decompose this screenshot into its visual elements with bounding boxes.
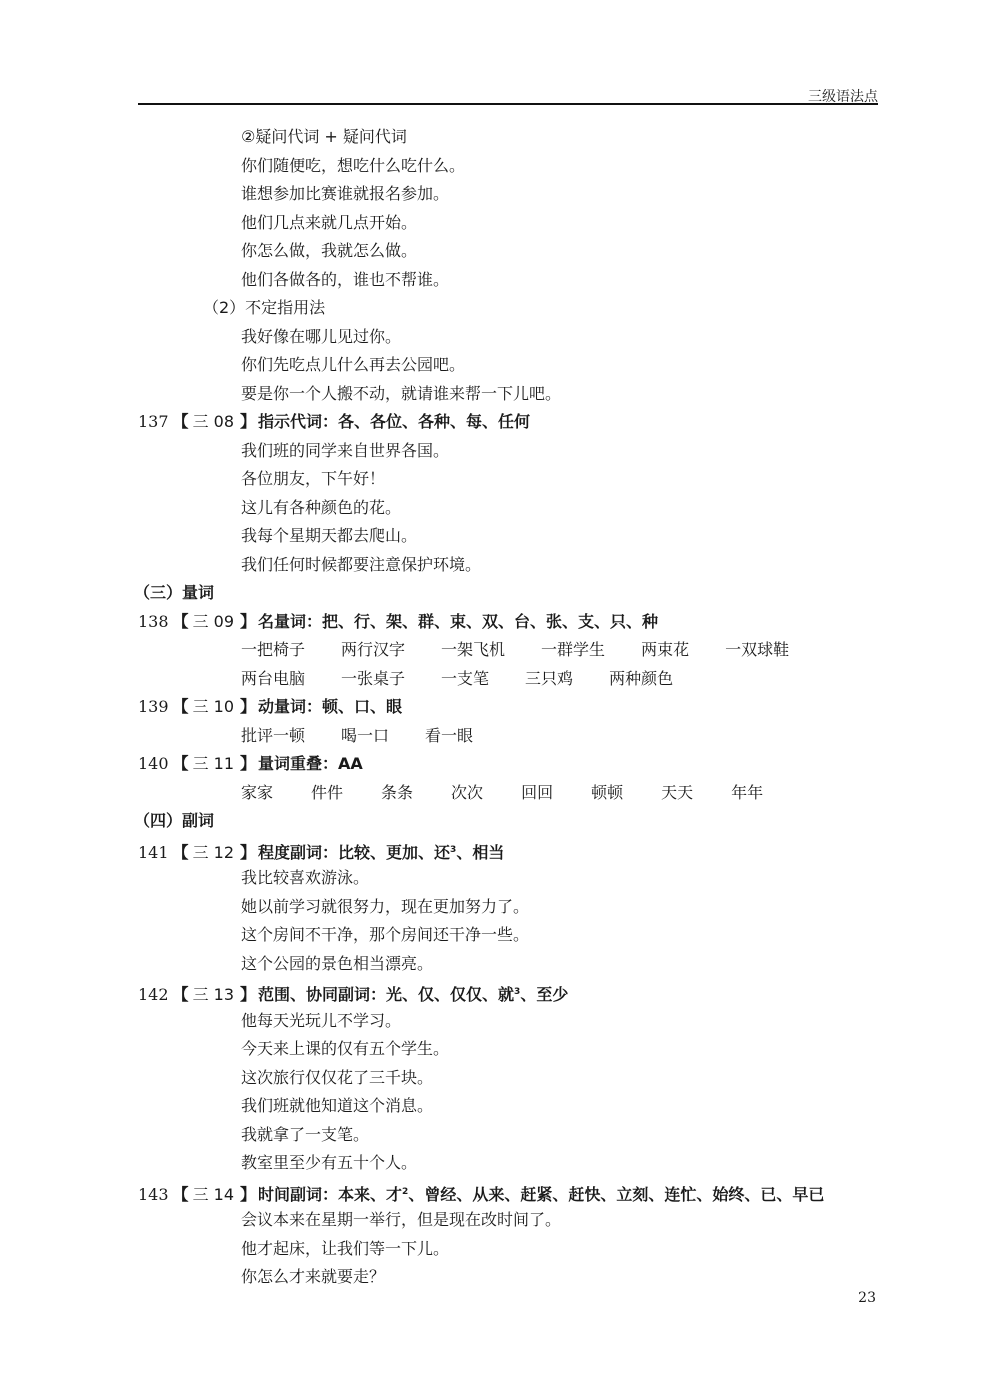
grammar-point-heading: [138, 693, 402, 722]
superscript-index: 2: [402, 1186, 409, 1197]
item-title: 动量词：顿、口、眼: [258, 697, 403, 716]
example-sentence: 他们各做各的，谁也不帮谁。: [241, 269, 450, 289]
word-example: 一双球鞋: [725, 640, 790, 659]
title-text: 、至少: [520, 985, 569, 1004]
left-bracket: 【: [172, 842, 189, 862]
word-example: 回回: [521, 782, 554, 802]
word-example: 看一眼: [425, 725, 474, 745]
word-example: 喝一口: [341, 725, 390, 745]
grammar-point-heading: [138, 836, 504, 865]
item-number: 143: [138, 1184, 169, 1204]
left-bracket: 【: [172, 754, 189, 773]
example-sentence: 我好像在哪儿见过你。: [241, 326, 402, 346]
left-bracket: 【: [172, 697, 189, 716]
left-bracket: 【: [172, 985, 189, 1004]
item-code: 三 14: [192, 1184, 235, 1204]
word-example: 一群学生: [541, 640, 606, 659]
word-example: 年年: [731, 782, 764, 802]
example-sentence: 我们班就他知道这个消息。: [241, 1096, 434, 1115]
item-number: 140: [138, 754, 169, 773]
superscript-index: 3: [514, 987, 521, 997]
word-example: 天天: [661, 782, 694, 802]
item-title: [258, 1185, 824, 1204]
word-example: 三只鸡: [525, 668, 574, 688]
word-example: 一支笔: [441, 668, 490, 688]
left-bracket: 【: [172, 412, 189, 431]
item-number: 138: [138, 611, 169, 631]
item-title: [258, 843, 504, 862]
header-title: 三级语法点: [808, 89, 878, 105]
word-examples: [241, 722, 473, 751]
item-code: 三 11: [192, 754, 235, 773]
page-number: 23: [858, 1290, 876, 1306]
example-sentence: 我比较喜欢游泳。: [241, 868, 370, 887]
left-bracket: 【: [172, 1184, 189, 1204]
item-code: 三 10: [192, 697, 235, 716]
right-bracket: 】: [240, 412, 257, 431]
example-sentence: 各位朋友，下午好！: [241, 469, 386, 488]
title-text: 时间副词：本来、才: [258, 1184, 403, 1204]
word-example: 一架飞机: [441, 640, 506, 659]
word-example: 家家: [241, 782, 274, 802]
word-example: 批评一顿: [241, 725, 306, 745]
item-code: 三 09: [192, 611, 235, 631]
item-title: 指示代词：各、各位、各种、每、任何: [258, 412, 531, 431]
title-text: 、相当: [456, 842, 505, 862]
example-sentence: 你怎么才来就要走？: [241, 1267, 386, 1286]
word-example: 一把椅子: [241, 640, 306, 659]
title-text: 范围、协同副词：光、仅、仅仅、就: [258, 985, 515, 1004]
word-examples: [241, 636, 789, 665]
example-sentence: ②疑问代词 + 疑问代词: [241, 127, 407, 146]
title-text: 、曾经、从来、赶紧、赶快、立刻、连忙、始终、已、早已: [408, 1184, 825, 1204]
example-sentence: 他才起床，让我们等一下儿。: [241, 1238, 450, 1258]
example-sentence: 会议本来在星期一举行，但是现在改时间了。: [241, 1210, 562, 1229]
word-examples: [241, 779, 763, 808]
superscript-index: 3: [450, 844, 457, 855]
title-text: 程度副词：比较、更加、还: [258, 842, 451, 862]
item-title: 量词重叠：AA: [258, 754, 363, 773]
example-sentence: 你们先吃点儿什么再去公园吧。: [241, 355, 466, 374]
example-sentence: 这次旅行仅仅花了三千块。: [241, 1067, 434, 1087]
word-example: 一张桌子: [341, 668, 406, 688]
item-title: [258, 985, 568, 1004]
word-example: 两台电脑: [241, 668, 306, 688]
example-sentence: 我每个星期天都去爬山。: [241, 526, 418, 545]
right-bracket: 】: [240, 697, 257, 716]
section-heading: （四）副词: [134, 811, 215, 830]
word-example: 次次: [451, 782, 484, 802]
word-examples: [241, 665, 673, 694]
example-sentence: 他们几点来就几点开始。: [241, 212, 418, 232]
example-sentence: 我就拿了一支笔。: [241, 1124, 370, 1144]
example-sentence: 教室里至少有五十个人。: [241, 1153, 418, 1172]
right-bracket: 】: [240, 754, 257, 773]
example-sentence: 他每天光玩儿不学习。: [241, 1010, 402, 1030]
item-title: 名量词：把、行、架、群、束、双、台、张、支、只、种: [258, 611, 659, 631]
example-sentence: 我们班的同学来自世界各国。: [241, 440, 450, 460]
word-example: 两种颜色: [609, 668, 674, 688]
word-example: 两行汉字: [341, 640, 406, 659]
example-sentence: 她以前学习就很努力，现在更加努力了。: [241, 896, 530, 916]
left-bracket: 【: [172, 611, 189, 631]
word-example: 两束花: [641, 640, 690, 659]
item-number: 137: [138, 412, 169, 431]
grammar-point-heading: [138, 978, 568, 1007]
example-sentence: 这儿有各种颜色的花。: [241, 497, 402, 517]
example-sentence: 我们任何时候都要注意保护环境。: [241, 554, 482, 574]
right-bracket: 】: [240, 1184, 257, 1204]
word-example: 件件: [311, 782, 344, 802]
example-sentence: 这个房间不干净，那个房间还干净一些。: [241, 925, 530, 944]
item-number: 139: [138, 697, 169, 716]
word-example: 条条: [381, 782, 414, 802]
item-code: 三 12: [192, 842, 235, 862]
section-heading: （三）量词: [134, 583, 215, 602]
subsection-heading: （2）不定指用法: [203, 298, 326, 317]
example-sentence: 今天来上课的仅有五个学生。: [241, 1039, 450, 1058]
right-bracket: 】: [240, 611, 257, 631]
item-number: 142: [138, 985, 169, 1004]
word-example: 顿顿: [591, 782, 624, 802]
example-sentence: 这个公园的景色相当漂亮。: [241, 953, 434, 973]
item-number: 141: [138, 842, 169, 862]
item-code: 三 08: [192, 412, 235, 431]
example-sentence: 你怎么做，我就怎么做。: [241, 241, 418, 260]
item-code: 三 13: [192, 985, 235, 1004]
grammar-point-heading: [138, 408, 530, 437]
header-rule: [138, 103, 878, 105]
example-sentence: 要是你一个人搬不动，就请谁来帮一下儿吧。: [241, 383, 562, 403]
right-bracket: 】: [240, 842, 257, 862]
example-sentence: 你们随便吃，想吃什么吃什么。: [241, 155, 466, 175]
example-sentence: 谁想参加比赛谁就报名参加。: [241, 184, 450, 203]
right-bracket: 】: [240, 985, 257, 1004]
grammar-point-heading: [138, 1178, 824, 1207]
grammar-point-heading: [138, 750, 363, 779]
grammar-point-heading: [138, 608, 658, 637]
